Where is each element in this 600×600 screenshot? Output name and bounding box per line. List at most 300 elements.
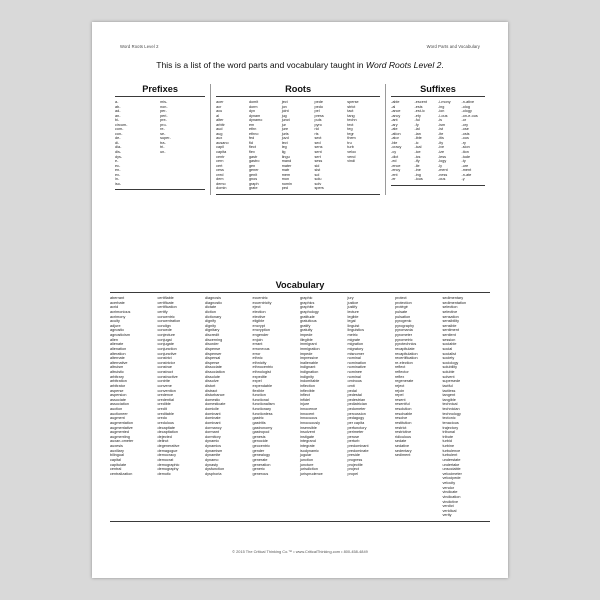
roots-item: them — [347, 136, 356, 141]
vocabulary-item: pedestal — [347, 393, 362, 398]
vocabulary-item: demagogue — [157, 448, 178, 453]
roots-item: ject — [281, 100, 288, 104]
vocabulary-item: omit — [347, 383, 355, 388]
vocabulary-item: injure — [300, 402, 310, 407]
vocabulary-item: tactless — [442, 388, 456, 393]
roots-item: spers — [314, 186, 324, 191]
suffixes-item: -ment — [461, 168, 472, 173]
roots-item: tru — [347, 140, 352, 145]
vocabulary-item: gastropod — [252, 430, 270, 435]
vocabulary-item: tectonic — [442, 416, 456, 421]
suffixes-item: -ist — [438, 127, 444, 132]
vocabulary-item: conjecture — [157, 333, 176, 337]
roots-item: sert — [314, 154, 321, 159]
roots-item: gnos — [248, 177, 258, 182]
running-head-right: Word Parts and Vocabulary — [426, 44, 480, 49]
suffixes-item: -ant — [391, 118, 398, 123]
vocabulary-item: velocity — [442, 481, 456, 485]
suffixes-item: -ence — [391, 163, 401, 168]
suffixes-item: -ure — [461, 163, 469, 168]
vocabulary-item: inflection — [300, 383, 316, 388]
vocabulary-item: resentful — [395, 402, 410, 407]
vocabulary-item: integrate — [300, 444, 315, 448]
vocabulary-item: nominative — [347, 365, 366, 370]
vocabulary-item: immigrant — [300, 342, 317, 347]
suffixes-rule-top — [391, 96, 485, 97]
vocabulary-item: pyrogenic — [395, 319, 412, 324]
vocabulary-item: trajectory — [442, 425, 459, 430]
vocabulary-item: convene — [157, 383, 172, 388]
prefixes-item: tra- — [160, 140, 166, 145]
vocabulary-item: distract — [205, 388, 218, 393]
roots-item: strict — [347, 104, 356, 109]
vocabulary-item: pedometer — [347, 407, 366, 411]
vocabulary-item: perimeter — [347, 430, 364, 435]
vocabulary-item: degenerative — [157, 444, 180, 448]
prefixes-item: ex- — [115, 172, 121, 177]
vocabulary-item: genealogy — [252, 453, 270, 458]
prefixes-item: dys- — [115, 154, 123, 159]
vocabulary-column — [158, 296, 206, 476]
vocabulary-item: metric — [347, 333, 358, 337]
vocabulary-item: generation — [252, 462, 271, 467]
vocabulary-item: perfunctory — [347, 425, 367, 430]
vocabulary-item: pyrography — [395, 323, 414, 328]
prefixes-item: pro- — [160, 122, 167, 127]
vocabulary-item: linguist — [347, 323, 360, 328]
suffixes-item: -ary — [391, 122, 398, 127]
suffixes-block — [386, 84, 490, 195]
suffixes-item: -ite — [438, 131, 444, 136]
vocabulary-column — [395, 296, 443, 458]
vocabulary-item: dictate — [205, 305, 217, 310]
vocabulary-item: tribute — [442, 434, 454, 439]
roots-item: tact — [347, 109, 354, 114]
vocabulary-item: isodynamic — [300, 448, 319, 453]
suffixes-item: -ing — [438, 104, 445, 109]
suffixes-columns — [391, 100, 485, 182]
vocabulary-item: jugular — [300, 453, 312, 458]
intro-sentence — [92, 60, 508, 70]
vocabulary-item: conjugal — [157, 337, 172, 342]
roots-item: domin — [216, 186, 227, 191]
roots-item: alter — [216, 118, 224, 123]
vocabulary-item: resolve — [395, 416, 408, 421]
vocabulary-item: dynamism — [205, 448, 223, 453]
roots-item: pyro — [314, 122, 322, 127]
vocabulary-item: socialist — [442, 351, 457, 356]
vocabulary-item: diagnosis — [205, 296, 222, 300]
roots-item: turb — [347, 145, 354, 150]
roots-item: jure — [281, 127, 289, 132]
vocabulary-item: auction — [110, 407, 123, 411]
vocabulary-item: augmentative — [110, 425, 133, 430]
vocabulary-item: alteration — [110, 351, 126, 356]
vocabulary-item: sensible — [442, 323, 457, 328]
roots-item: dynamo — [248, 118, 263, 123]
vocabulary-item: project — [347, 467, 359, 472]
suffixes-item: -ous — [438, 177, 446, 182]
vocabulary-item: dynamic — [205, 439, 220, 444]
vocabulary-item: unsociable — [442, 467, 461, 472]
vocabulary-item: infidel — [300, 397, 310, 402]
suffixes-item: -ile — [414, 163, 420, 168]
vocabulary-item: tangible — [442, 397, 456, 402]
suffixes-column — [391, 100, 414, 182]
suffixes-item: -ize — [438, 150, 445, 155]
vocabulary-item: sediment — [395, 453, 411, 458]
vocabulary-item: social — [442, 346, 453, 351]
vocabulary-item: sentient — [442, 333, 456, 337]
vocabulary-item: lecture — [347, 309, 359, 314]
roots-item: centr — [216, 154, 225, 159]
vocabulary-column — [110, 296, 158, 476]
suffixes-item: -ify — [414, 159, 420, 164]
suffixes-item: -ion — [438, 109, 445, 114]
vocabulary-item: dissociate — [205, 365, 222, 370]
vocabulary-item: domestic — [205, 397, 221, 402]
roots-item: aux — [216, 136, 223, 141]
vocabulary-item: arbitrator — [110, 383, 126, 388]
suffixes-item: -ness — [438, 172, 448, 177]
prefixes-item: bi- — [115, 118, 120, 123]
roots-item: veloc — [347, 150, 357, 155]
vocabulary-item: creditable — [157, 411, 174, 416]
vocabulary-item: acuity — [110, 319, 120, 324]
vocabulary-item: sedative — [395, 444, 410, 448]
vocabulary-item: innocence — [300, 407, 318, 411]
vocabulary-item: credible — [157, 402, 171, 407]
vocabulary-item: generate — [252, 457, 268, 462]
vocabulary-item: rejoin — [395, 388, 405, 393]
prefixes-rule-bottom — [115, 189, 205, 190]
roots-item: cern — [216, 159, 224, 164]
vocabulary-item: aspersion — [110, 393, 127, 398]
vocabulary-item: gratify — [300, 323, 311, 328]
vocabulary-item: functionalism — [252, 402, 275, 407]
suffixes-item: -al — [391, 104, 396, 109]
vocabulary-item: verdict — [442, 504, 454, 509]
vocabulary-item: reject — [395, 383, 405, 388]
vocabulary-item: graphite — [300, 305, 314, 310]
vocabulary-item: pyrotechnics — [395, 342, 417, 347]
roots-item: arbitr — [216, 122, 225, 127]
vocabulary-item: agnostic — [110, 328, 125, 333]
vocabulary-item: regenerate — [395, 379, 414, 384]
roots-item: lingu — [281, 154, 290, 159]
vocabulary-item: aberrant — [110, 296, 125, 300]
suffixes-item: -escent — [414, 100, 427, 104]
roots-item: solv — [314, 181, 322, 186]
roots-item: ethno — [248, 131, 259, 136]
vocabulary-column — [300, 296, 348, 476]
prefixes-item: a- — [115, 100, 119, 104]
vocabulary-item: recertification — [395, 356, 418, 361]
vocabulary-item: auctioneer — [110, 411, 128, 416]
vocabulary-item: dissolve — [205, 379, 219, 384]
suffixes-item: -ful — [414, 118, 420, 123]
vocabulary-item: indignant — [300, 365, 316, 370]
roots-column — [216, 100, 249, 191]
prefixes-column — [115, 100, 160, 186]
vocabulary-item: pulsate — [395, 309, 408, 314]
vocabulary-item: adjure — [110, 323, 121, 328]
vocabulary-item: gratuitous — [300, 319, 317, 324]
suffixes-item: -logy — [438, 159, 447, 164]
vocabulary-item: arbitrary — [110, 374, 124, 379]
roots-item: sess — [314, 159, 323, 164]
vocabulary-item: justice — [347, 300, 359, 305]
vocabulary-item: reflector — [395, 370, 409, 374]
vocabulary-item: altruism — [110, 365, 124, 370]
vocabulary-item: concentric — [157, 314, 175, 319]
suffixes-item: -ory — [461, 122, 469, 127]
vocabulary-item: jurisdiction — [300, 467, 318, 472]
vocabulary-item: arbitration — [110, 379, 127, 384]
prefixes-item: ab- — [115, 104, 121, 109]
suffixes-item: -ing — [414, 172, 421, 177]
vocabulary-item: dormitory — [205, 434, 221, 439]
suffixes-item: -ment — [438, 168, 448, 173]
vocabulary-item: pedagogy — [347, 416, 365, 421]
vocabulary-item: jurisprudence — [300, 471, 323, 476]
vocabulary-item: ethnic — [252, 356, 263, 361]
vocabulary-item: convention — [157, 388, 176, 393]
roots-item: capita — [216, 150, 227, 155]
vocabulary-column — [348, 296, 396, 476]
vocabulary-item: vindicate — [442, 490, 458, 495]
vocabulary-item: dissociation — [205, 370, 225, 374]
prefixes-heading: Prefixes — [142, 84, 178, 94]
vocabulary-item: sedimentation — [442, 300, 467, 305]
vocabulary-item: juncture — [300, 462, 314, 467]
vocabulary-item: tangent — [442, 393, 456, 398]
vocabulary-item: solvent — [442, 374, 455, 379]
roots-item: graph — [248, 181, 259, 186]
vocabulary-item: preside — [347, 453, 360, 458]
vocabulary-item: graphic — [300, 296, 313, 300]
roots-item: dyn — [248, 109, 256, 114]
word-parts-section — [110, 84, 490, 195]
vocabulary-item: insensible — [300, 425, 317, 430]
suffixes-item: -able — [391, 100, 400, 104]
suffixes-item: -ical — [414, 145, 422, 150]
vocabulary-item: graphics — [300, 300, 315, 305]
vocabulary-item: pyromania — [395, 328, 413, 333]
vocabulary-item: nominal — [347, 356, 361, 361]
vocabulary-item: repel — [395, 393, 404, 398]
vocabulary-item: credulous — [157, 420, 174, 425]
suffixes-column — [438, 100, 461, 182]
roots-item: pel — [314, 109, 320, 114]
vocabulary-item: associate — [110, 397, 127, 402]
vocabulary-item: construe — [157, 365, 173, 370]
vocabulary-item: dynamo — [205, 457, 219, 462]
roots-item: rid — [314, 127, 319, 132]
vocabulary-item: instigate — [300, 434, 315, 439]
vocabulary-item: insolvent — [300, 430, 315, 435]
suffixes-item: -ious — [414, 177, 423, 182]
vocabulary-item: jury — [347, 296, 354, 300]
vocabulary-section — [110, 280, 490, 522]
suffixes-item: -n-ative — [461, 100, 475, 104]
vocabulary-item: restitution — [395, 420, 412, 425]
suffixes-item: -itis — [438, 136, 444, 141]
prefixes-item: mis- — [160, 100, 168, 104]
vocabulary-item: dejected — [157, 434, 172, 439]
vocabulary-item: augmentation — [110, 420, 133, 425]
roots-item: acr — [216, 104, 222, 109]
vocabulary-item: innocuous — [300, 416, 318, 421]
vocabulary-item: dormancy — [205, 425, 222, 430]
vocabulary-item: gastronomy — [252, 425, 273, 430]
vocabulary-item: pulsation — [395, 314, 411, 319]
suffixes-item: -ly — [438, 163, 443, 168]
vocabulary-item: gastritis — [252, 420, 266, 425]
vocabulary-item: functionless — [252, 411, 273, 416]
vocabulary-item: alienate — [110, 342, 124, 347]
roots-heading: Roots — [285, 84, 312, 94]
roots-item: jur — [281, 122, 286, 127]
roots-item: solu — [314, 177, 322, 182]
vocabulary-item: indignity — [300, 374, 314, 379]
suffixes-item: -ety — [414, 113, 421, 118]
suffixes-column — [462, 100, 485, 182]
vocabulary-item: condign — [157, 323, 171, 328]
suffixes-item: -est-ic — [414, 109, 425, 114]
vocabulary-item: tribunal — [442, 430, 455, 435]
vocabulary-columns — [110, 296, 490, 518]
intro-text-after: . — [441, 60, 444, 70]
vocabulary-item: innocuously — [300, 420, 321, 425]
vocabulary-item: auxesis — [110, 444, 123, 448]
vocabulary-item: acrimonious — [110, 309, 131, 314]
vocabulary-item: peruse — [347, 434, 360, 439]
vocabulary-item: expel — [252, 379, 262, 384]
vocabulary-item: functionary — [252, 407, 272, 411]
vocabulary-item: sedate — [395, 439, 407, 444]
suffixes-item: -on-e-ous — [461, 113, 478, 118]
vocabulary-item: constructive — [157, 374, 178, 379]
vocabulary-item: dignify — [205, 319, 216, 324]
roots-item: dorm — [248, 104, 258, 109]
vocabulary-item: migratory — [347, 346, 364, 351]
roots-column — [249, 100, 282, 191]
prefixes-item: tri- — [160, 145, 165, 150]
vocabulary-rule-top — [110, 292, 490, 293]
prefixes-item: pre- — [160, 118, 167, 123]
suffixes-item: -ible — [414, 136, 422, 141]
vocabulary-item: disperse — [205, 360, 220, 365]
prefixes-item: un- — [160, 150, 166, 155]
vocabulary-item: dictionary — [205, 314, 222, 319]
roots-item: vindi — [347, 159, 356, 164]
intro-text-before: This is a list of the word parts and vocabulary taught in — [156, 60, 366, 70]
vocabulary-item: technician — [442, 407, 460, 411]
vocabulary-item: undertake — [442, 462, 460, 467]
suffixes-item: -is — [438, 118, 443, 123]
roots-item: tect — [347, 122, 354, 127]
vocabulary-item: turbulence — [442, 448, 461, 453]
vocabulary-item: certifiable — [157, 296, 174, 300]
vocabulary-item: gastric — [252, 416, 264, 421]
roots-block — [210, 84, 386, 195]
prefixes-column — [160, 100, 205, 155]
vocabulary-item: encryption — [252, 328, 271, 333]
vocabulary-item: sedimentary — [442, 296, 464, 300]
vocabulary-item: ominous — [347, 379, 362, 384]
prefixes-item: peri- — [160, 113, 168, 118]
vocabulary-item: capital — [110, 457, 121, 462]
vocabulary-item: reflect — [395, 365, 406, 370]
vocabulary-item: justify — [347, 305, 358, 310]
roots-item: al — [216, 113, 220, 118]
roots-item: nomin — [281, 181, 293, 186]
vocabulary-item: dispenser — [205, 351, 222, 356]
roots-item: demo — [216, 181, 226, 186]
vocabulary-column — [205, 296, 253, 476]
vocabulary-item: augmenting — [110, 434, 130, 439]
prefixes-item: dis- — [115, 150, 122, 155]
vocabulary-item: democrat — [157, 457, 174, 462]
roots-item: juris — [281, 131, 289, 136]
vocabulary-item: re-election — [395, 360, 413, 365]
suffixes-item: -sion — [461, 145, 470, 150]
vocabulary-item: augmented — [110, 430, 129, 435]
vocabulary-item: dignity — [205, 323, 216, 328]
vocabulary-item: predominant — [347, 444, 369, 448]
vocabulary-item: illegible — [300, 337, 313, 342]
vocabulary-item: indomitable — [300, 379, 320, 384]
roots-item: techn — [347, 118, 357, 123]
vocabulary-item: ethnocentric — [252, 365, 274, 370]
vocabulary-item: propel — [347, 471, 359, 476]
vocabulary-item: pedal — [347, 388, 357, 393]
vocabulary-item: dominant — [205, 420, 221, 425]
roots-item: gastro — [248, 159, 260, 164]
vocabulary-item: acerbate — [110, 300, 125, 305]
vocabulary-heading: Vocabulary — [275, 280, 325, 290]
vocabulary-item: engender — [252, 333, 269, 337]
vocabulary-item: protect — [395, 296, 407, 300]
vocabulary-item: auxan-ometer — [110, 439, 134, 444]
vocabulary-item: pediatrician — [347, 402, 367, 407]
suffixes-item: -fy — [414, 122, 419, 127]
vocabulary-item: legal — [347, 319, 356, 324]
prefixes-item: en- — [115, 168, 121, 173]
suffixes-item: -ent — [391, 172, 398, 177]
prefixes-item: iso- — [115, 181, 122, 186]
vocabulary-item: encrypt — [252, 323, 265, 328]
vocabulary-item: contrite — [157, 379, 170, 384]
vocabulary-item: solubility — [442, 365, 458, 370]
suffixes-item: -ial — [414, 127, 420, 132]
vocabulary-item: ethnicity — [252, 360, 267, 365]
vocabulary-item: asperse — [110, 388, 124, 393]
vocabulary-item: eccentricity — [252, 300, 272, 305]
vocabulary-item: agnosticism — [110, 333, 131, 337]
vocabulary-item: understate — [442, 457, 461, 462]
vocabulary-item: protégé — [395, 305, 408, 310]
roots-item: joint — [281, 109, 289, 114]
copyright-footer: © 2015 The Critical Thinking Co.™ • www.CriticalThinking.com • 800-458-4849 — [232, 549, 368, 554]
prefixes-item: super- — [160, 136, 171, 141]
roots-item: fed — [248, 136, 255, 141]
roots-columns — [216, 100, 380, 191]
roots-item: jon — [281, 104, 287, 109]
vocabulary-item: dynamics — [205, 444, 221, 448]
vocabulary-item: turbid — [442, 439, 453, 444]
